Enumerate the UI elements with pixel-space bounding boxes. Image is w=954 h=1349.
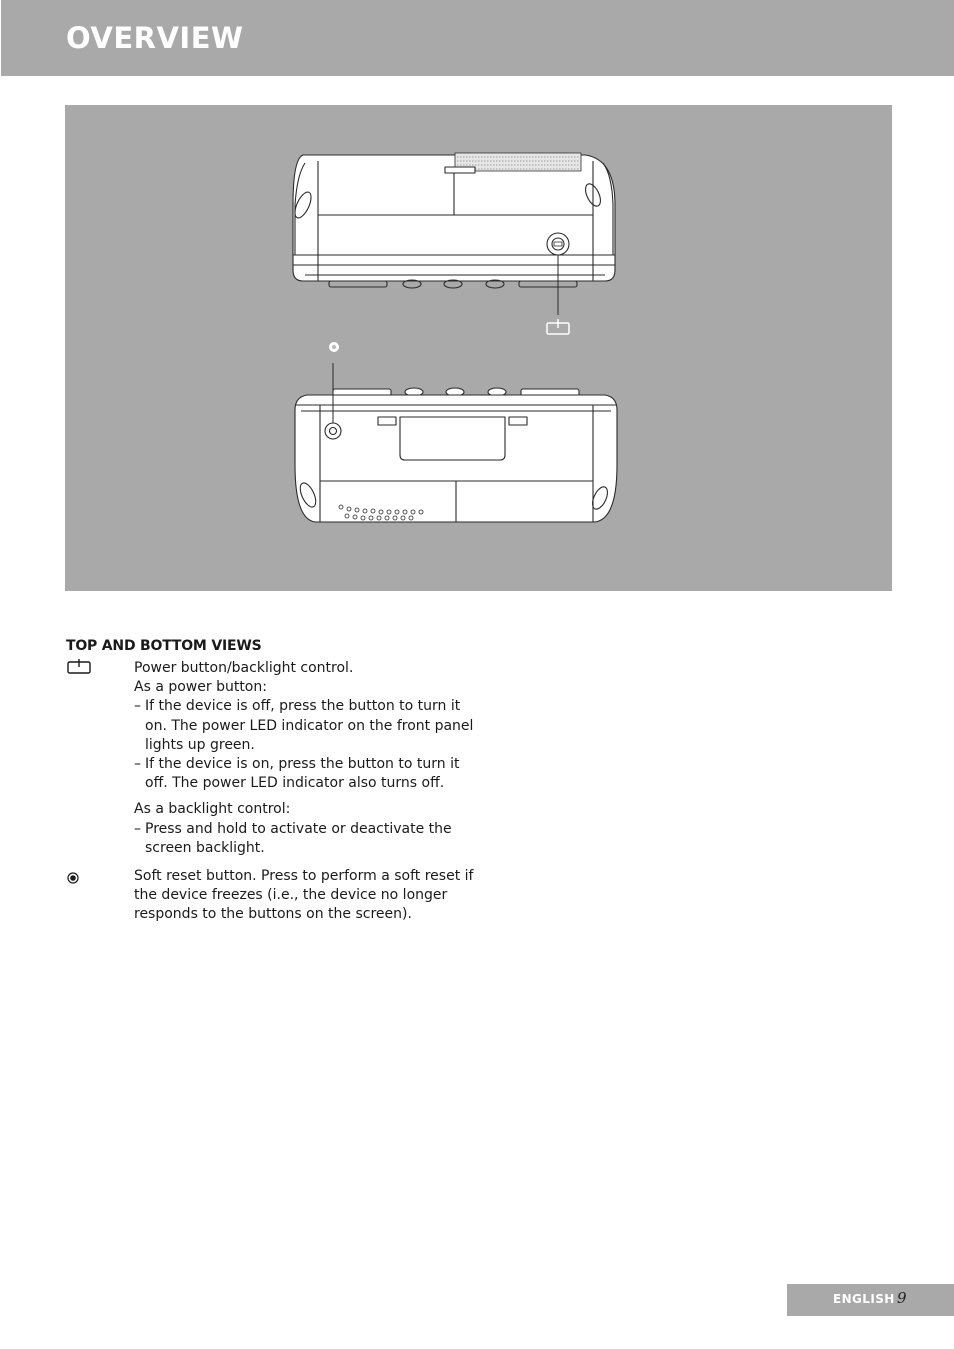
power-desc-line2: As a power button: (134, 679, 267, 696)
power-callout-icon (547, 319, 569, 334)
reset-callout-icon (330, 343, 339, 352)
reset-button-icon (66, 870, 80, 889)
footer-language: ENGLISH (833, 1292, 895, 1306)
page-footer (787, 1284, 954, 1316)
reset-button-description (134, 867, 474, 925)
page-header (1, 0, 954, 76)
power-bullet-3: – Press and hold to activate or deactivate the screen backlight. (134, 820, 474, 858)
power-desc-line3: As a backlight control: (134, 801, 291, 818)
page-number: 9 (897, 1289, 907, 1307)
backlight-bullet-list (134, 820, 474, 858)
device-illustration (65, 105, 892, 591)
power-button-icon (66, 659, 92, 679)
section-title: TOP AND BOTTOM VIEWS (66, 638, 262, 654)
page-title: OVERVIEW (66, 21, 244, 55)
power-bullet-1: – If the device is off, press the button to turn it on. The power LED indicator on the front panel lights up green. (134, 697, 474, 755)
power-bullet-list (134, 697, 474, 793)
power-button-description (134, 659, 474, 858)
power-bullet-2: – If the device is on, press the button to turn it off. The power LED indicator also turns off. (134, 755, 474, 793)
device-top-bottom-drawing (65, 105, 892, 591)
reset-desc-text: Soft reset button. Press to perform a soft reset if the device freezes (i.e., the device no longer responds to the buttons on the screen). (134, 868, 474, 923)
power-desc-line1: Power button/backlight control. (134, 660, 354, 676)
